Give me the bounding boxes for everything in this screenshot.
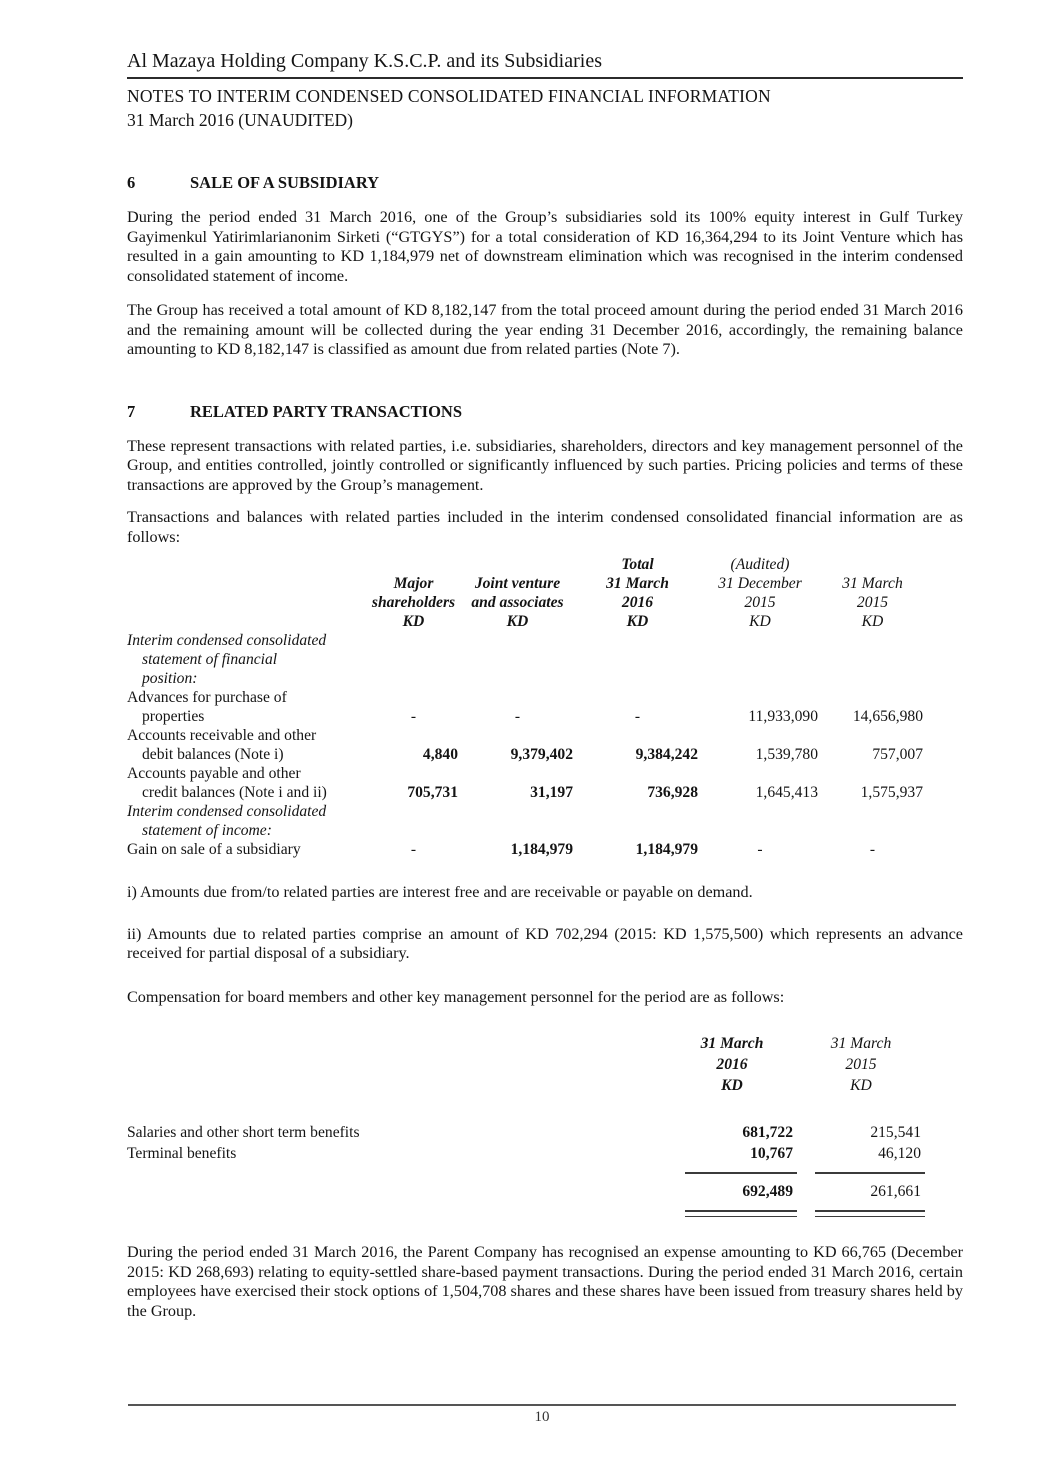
cell-value: 14,656,980 bbox=[852, 708, 923, 725]
note-ii: ii) Amounts due to related parties comprise an amount of KD 702,294 (2015: KD 1,575,500) which represents an advance received for partial disposal of a subsidiary. bbox=[127, 924, 963, 962]
cell-value: - bbox=[869, 841, 876, 858]
page-content bbox=[127, 50, 963, 1321]
column-header-major-shareholders: Major shareholders KD bbox=[371, 575, 456, 630]
cell-value: 1,184,979 bbox=[635, 841, 698, 858]
cell-value: - bbox=[757, 841, 763, 858]
total-double-rule-row bbox=[127, 1202, 925, 1217]
cell-value: 11,933,090 bbox=[748, 708, 818, 725]
total-value: 692,489 bbox=[742, 1183, 793, 1200]
cell-value: 681,722 bbox=[742, 1124, 793, 1141]
column-header-march-2015: 31 March 2015 KD bbox=[842, 575, 903, 630]
total-double-rule bbox=[685, 1210, 797, 1217]
section-6-paragraph-1: During the period ended 31 March 2016, one of the Group’s subsidiaries sold its 100% equity interest in Gulf Turkey Gayimenkul Yatirimlarianonim Sirketi (“GTGYS”) for a total consideration of KD 16,364,294 to its Joint Venture which has resulted in a gain amounting to KD 1,184,979 net of downstream elimination which was recognised in the interim condensed consolidated statement of income. bbox=[127, 208, 963, 285]
cell-value: 1,184,979 bbox=[510, 841, 573, 858]
section-6-title: SALE OF A SUBSIDIARY bbox=[190, 173, 380, 192]
cell-value: 10,767 bbox=[750, 1145, 793, 1162]
total-rule-row bbox=[127, 1164, 925, 1174]
total-value: 261,661 bbox=[870, 1183, 921, 1200]
section-6-heading bbox=[127, 173, 963, 193]
table-row-salaries bbox=[127, 1122, 925, 1143]
header-spacer-cell bbox=[127, 555, 367, 631]
spacer-row bbox=[127, 1096, 925, 1122]
compensation-table bbox=[127, 1033, 925, 1217]
cell-value: 1,575,937 bbox=[860, 784, 923, 801]
column-header-total-march-2016: Total 31 March 2016 KD bbox=[606, 556, 669, 630]
table-row-gain-on-sale bbox=[127, 840, 925, 859]
section-7-paragraph-1: These represent transactions with related parties, i.e. subsidiaries, shareholders, directors and key management personnel of the Group, and entities controlled, jointly controlled or significantly influenced by such parties. Pricing policies and terms of these transactions are approved by the Group’s management. bbox=[127, 436, 963, 494]
table-row-receivables bbox=[127, 726, 925, 764]
group-label-income-statement: Interim condensed consolidated statement of income: bbox=[127, 803, 327, 839]
total-double-rule bbox=[815, 1210, 925, 1217]
cell-value: - bbox=[634, 708, 641, 725]
section-6-paragraph-2: The Group has received a total amount of KD 8,182,147 from the total proceed amount during the period ended 31 March 2016 and the remaining amount will be collected during the year ending 31 December 2016, accordingly, the remaining balance amounting to KD 8,182,147 is classified as amount due from related parties (Note 7). bbox=[127, 301, 963, 358]
cell-value: 1,645,413 bbox=[755, 784, 818, 801]
table-row-advances bbox=[127, 688, 925, 726]
note-i: i) Amounts due from/to related parties are interest free and are receivable or payable on demand. bbox=[127, 883, 753, 901]
cell-value: 736,928 bbox=[647, 784, 698, 801]
document-date: 31 March 2016 (UNAUDITED) bbox=[127, 110, 353, 130]
cell-value: 9,384,242 bbox=[635, 746, 698, 763]
column-header-joint-venture: Joint venture and associates KD bbox=[471, 575, 564, 630]
cell-value: 705,731 bbox=[407, 784, 458, 801]
section-7-paragraph-2: Transactions and balances with related parties included in the interim condensed consolidated financial information are as follows: bbox=[127, 508, 963, 546]
closing-paragraph: During the period ended 31 March 2016, the Parent Company has recognised an expense amounting to KD 66,765 (December 2015: KD 268,693) relating to equity-settled share-based payment transactions. During the period ended 31 March 2016, certain employees have exercised their stock options of 1,504,708 shares and these shares have been issued from treasury shares held by the Group. bbox=[127, 1243, 963, 1320]
cell-value: 46,120 bbox=[878, 1145, 921, 1162]
total-rule bbox=[685, 1164, 797, 1174]
cell-value: 215,541 bbox=[870, 1124, 921, 1141]
table-row-terminal-benefits bbox=[127, 1143, 925, 1164]
cell-value: - bbox=[514, 708, 521, 725]
header-spacer-cell bbox=[127, 1033, 667, 1096]
cell-value: - bbox=[410, 708, 417, 725]
row-label: Advances for purchase of properties bbox=[127, 689, 287, 725]
group-label-financial-position: Interim condensed consolidated statement of financial position: bbox=[127, 632, 327, 687]
related-party-table bbox=[127, 555, 925, 859]
company-title: Al Mazaya Holding Company K.S.C.P. and its Subsidiaries bbox=[127, 50, 963, 79]
row-label: Gain on sale of a subsidiary bbox=[127, 841, 301, 858]
section-7-title: RELATED PARTY TRANSACTIONS bbox=[190, 401, 463, 421]
cell-value: 31,197 bbox=[530, 784, 573, 801]
page-footer bbox=[128, 1404, 956, 1426]
column-header-march-2016: 31 March 2016 KD bbox=[700, 1035, 764, 1094]
document-title: NOTES TO INTERIM CONDENSED CONSOLIDATED FINANCIAL INFORMATION bbox=[127, 86, 771, 106]
row-label: Accounts payable and other credit balances (Note i and ii) bbox=[127, 765, 327, 801]
page-number: 10 bbox=[534, 1409, 550, 1425]
column-header-december-2015: (Audited) 31 December 2015 KD bbox=[718, 556, 802, 630]
cell-value: 1,539,780 bbox=[755, 746, 818, 763]
compensation-intro: Compensation for board members and other key management personnel for the period are as follows: bbox=[127, 987, 785, 1006]
table-row-payables bbox=[127, 764, 925, 802]
table-row-total bbox=[127, 1174, 925, 1202]
row-label: Terminal benefits bbox=[127, 1145, 237, 1162]
section-7-heading bbox=[127, 402, 963, 422]
related-party-table-header-row bbox=[127, 555, 925, 631]
column-header-march-2015: 31 March 2015 KD bbox=[830, 1035, 892, 1094]
total-rule bbox=[815, 1164, 925, 1174]
row-label: Salaries and other short term benefits bbox=[127, 1124, 360, 1141]
cell-value: 9,379,402 bbox=[510, 746, 573, 763]
footer-rule bbox=[128, 1404, 956, 1406]
cell-value: - bbox=[410, 841, 417, 858]
section-7-number: 7 bbox=[127, 401, 136, 421]
compensation-table-header-row bbox=[127, 1033, 925, 1096]
row-label: Accounts receivable and other debit balances (Note i) bbox=[127, 727, 317, 763]
section-6-number: 6 bbox=[127, 173, 136, 192]
cell-value: 757,007 bbox=[872, 746, 923, 763]
cell-value: 4,840 bbox=[422, 746, 458, 763]
